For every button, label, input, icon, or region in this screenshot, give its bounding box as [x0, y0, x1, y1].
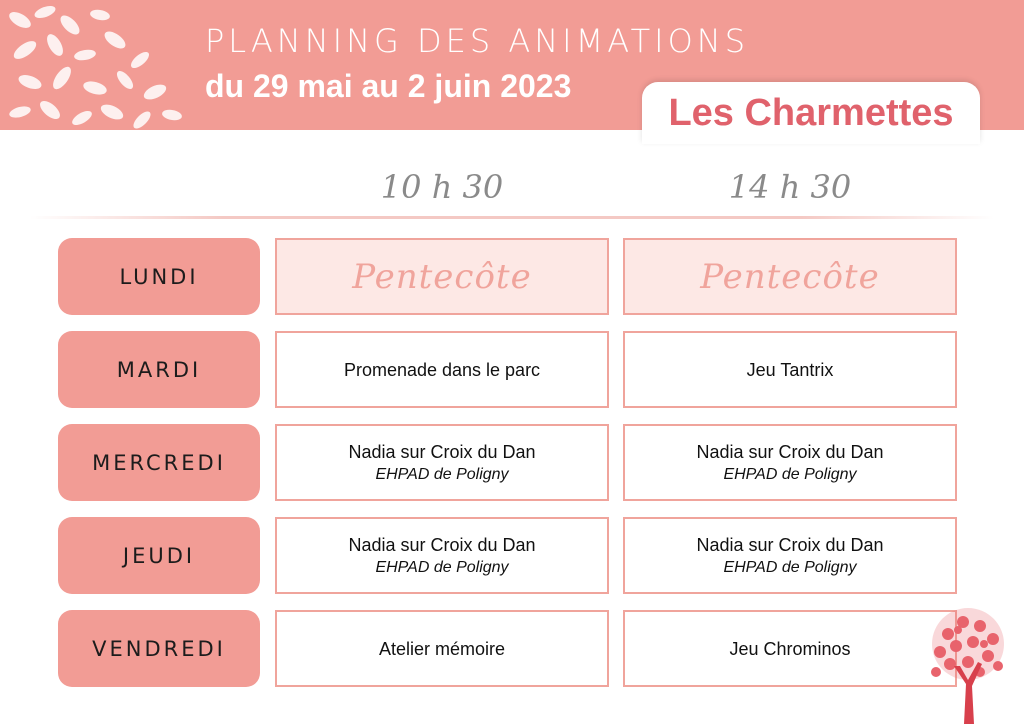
divider [30, 216, 994, 219]
cell-vendredi-afternoon [623, 610, 957, 687]
cell-lundi-afternoon [623, 238, 957, 315]
day-label-vendredi: VENDREDI [58, 610, 260, 687]
home-name: Les Charmettes [668, 91, 954, 134]
activity-text: Atelier mémoire [378, 638, 506, 659]
activity-text: Nadia sur Croix du Dan [696, 534, 884, 555]
leaves-icon [0, 0, 200, 132]
cell-jeudi-afternoon [623, 517, 957, 594]
tree-icon [918, 604, 1018, 724]
cell-mardi-morning [275, 331, 609, 408]
activity-text: Jeu Tantrix [746, 359, 834, 380]
cell-lundi-morning [275, 238, 609, 315]
day-label-mardi: MARDI [58, 331, 260, 408]
cell-mardi-afternoon [623, 331, 957, 408]
location-text: EHPAD de Poligny [375, 558, 509, 576]
location-text: EHPAD de Poligny [375, 465, 509, 483]
day-label-mercredi: MERCREDI [58, 424, 260, 501]
activity-text: Nadia sur Croix du Dan [348, 441, 536, 462]
location-text: EHPAD de Poligny [723, 558, 857, 576]
day-label-jeudi: JEUDI [58, 517, 260, 594]
activity-text: Nadia sur Croix du Dan [348, 534, 536, 555]
activity-text: Promenade dans le parc [343, 359, 541, 380]
home-name-tab [642, 82, 980, 144]
day-label-lundi: LUNDI [58, 238, 260, 315]
holiday-label: Pentecôte [352, 256, 532, 297]
holiday-label: Pentecôte [700, 256, 880, 297]
cell-mercredi-afternoon [623, 424, 957, 501]
cell-vendredi-morning [275, 610, 609, 687]
location-text: EHPAD de Poligny [723, 465, 857, 483]
time-header-morning: 10 h 30 [380, 168, 504, 206]
page-title: PLANNING DES ANIMATIONS [205, 22, 750, 60]
date-range: du 29 mai au 2 juin 2023 [205, 68, 572, 104]
time-header-afternoon: 14 h 30 [728, 168, 852, 206]
cell-jeudi-morning [275, 517, 609, 594]
activity-text: Jeu Chrominos [729, 638, 851, 659]
cell-mercredi-morning [275, 424, 609, 501]
activity-text: Nadia sur Croix du Dan [696, 441, 884, 462]
